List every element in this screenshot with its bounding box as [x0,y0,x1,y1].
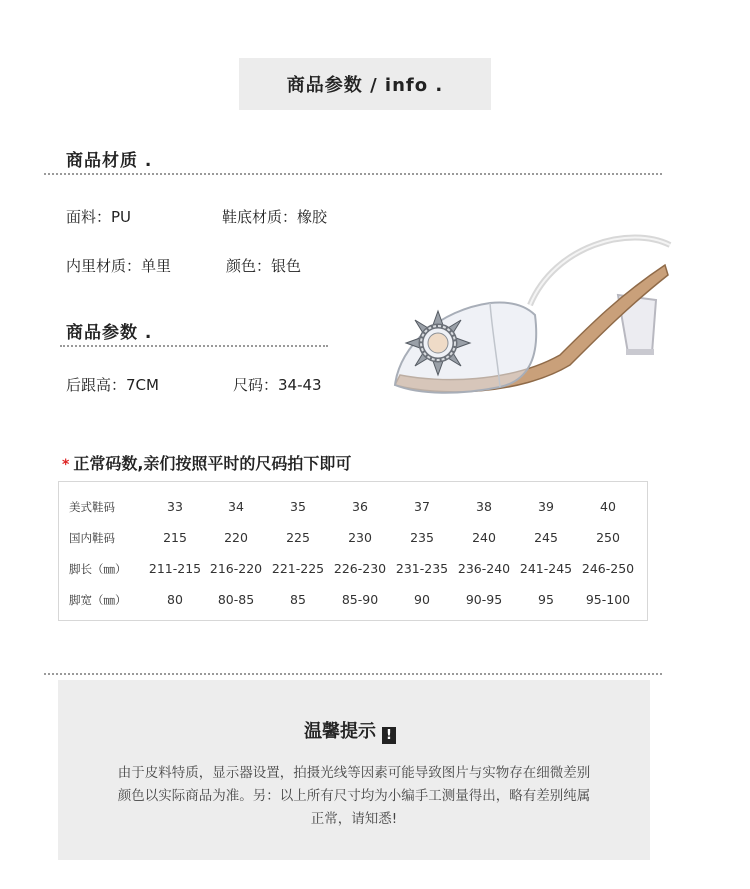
spec-heel-height [66,374,159,395]
table-cell: 215 [163,530,187,545]
clear-vamp [395,303,536,393]
table-row [59,592,647,612]
spec-value: 34-43 [278,376,322,394]
heel-tip [626,349,654,355]
tips-title [304,717,396,744]
row-header: 美式鞋码 [69,500,115,514]
product-image [380,205,690,405]
spec-label: 内里材质： [66,257,142,275]
spec-value: 橡胶 [297,208,328,226]
table-cell: 216-220 [209,561,263,576]
table-cell: 246-250 [581,561,635,576]
size-table [58,481,648,621]
divider [60,345,328,347]
table-cell: 95-100 [585,592,631,607]
table-cell: 241-245 [519,561,573,576]
spec-label: 面料： [66,208,112,226]
material-section-title: 商品材质 . [66,151,153,171]
table-cell: 250 [596,530,620,545]
table-cell: 90 [414,592,430,607]
tips-line: 正常，请知悉! [310,811,398,827]
table-cell: 231-235 [395,561,449,576]
spec-value: 单里 [141,257,172,275]
spec-value: 7CM [126,376,159,394]
table-cell: 90-95 [465,592,503,607]
table-cell: 95 [538,592,554,607]
note-star: * [62,457,70,473]
size-note [62,451,351,474]
table-cell: 226-230 [333,561,387,576]
spec-label: 尺码： [233,376,279,394]
spec-fabric [66,206,131,227]
table-cell: 39 [538,499,554,514]
row-header: 国内鞋码 [69,531,115,545]
table-cell: 37 [414,499,430,514]
spec-label: 后跟高： [66,376,127,394]
table-cell: 33 [167,499,183,514]
exclamation-icon: ! [382,727,396,744]
table-cell: 225 [286,530,310,545]
spec-sole [222,206,327,227]
tips-body [58,762,650,831]
tips-line: 颜色以实际商品为准。另：以上所有尺寸均为小编手工测量得出，略有差别纯属 [117,788,591,804]
table-cell: 220 [224,530,248,545]
table-cell: 80-85 [217,592,255,607]
spec-value: PU [111,208,132,226]
table-cell: 236-240 [457,561,511,576]
note-text: 正常码数,亲们按照平时的尺码拍下即可 [73,454,352,473]
spec-size-range [233,374,322,395]
table-cell: 221-225 [271,561,325,576]
table-cell: 245 [534,530,558,545]
spec-color [226,255,301,276]
page-title: 商品参数 / info . [239,58,491,110]
table-cell: 240 [472,530,496,545]
spec-label: 颜色： [226,257,272,275]
table-cell: 34 [228,499,244,514]
divider [44,173,662,175]
rhinestone-ornament [406,311,470,375]
table-cell: 235 [410,530,434,545]
row-header: 脚长（㎜） [69,562,127,576]
tips-line: 由于皮料特质，显示器设置，拍摄光线等因素可能导致图片与实物存在细微差别 [117,765,591,781]
table-cell: 80 [167,592,183,607]
table-cell: 40 [600,499,616,514]
spec-value: 银色 [271,257,302,275]
param-section-title: 商品参数 . [66,323,153,343]
table-cell: 85 [290,592,306,607]
table-cell: 211-215 [148,561,202,576]
spec-lining [66,255,171,276]
strap [530,238,670,306]
row-header: 脚宽（㎜） [69,593,127,607]
spec-label: 鞋底材质： [222,208,298,226]
tips-title-text: 温馨提示 [304,721,376,742]
table-row [59,561,647,581]
table-cell: 35 [290,499,306,514]
table-cell: 36 [352,499,368,514]
table-cell: 38 [476,499,492,514]
table-cell: 230 [348,530,372,545]
table-cell: 85-90 [341,592,379,607]
table-row [59,499,647,519]
divider [44,673,662,675]
table-row [59,530,647,550]
